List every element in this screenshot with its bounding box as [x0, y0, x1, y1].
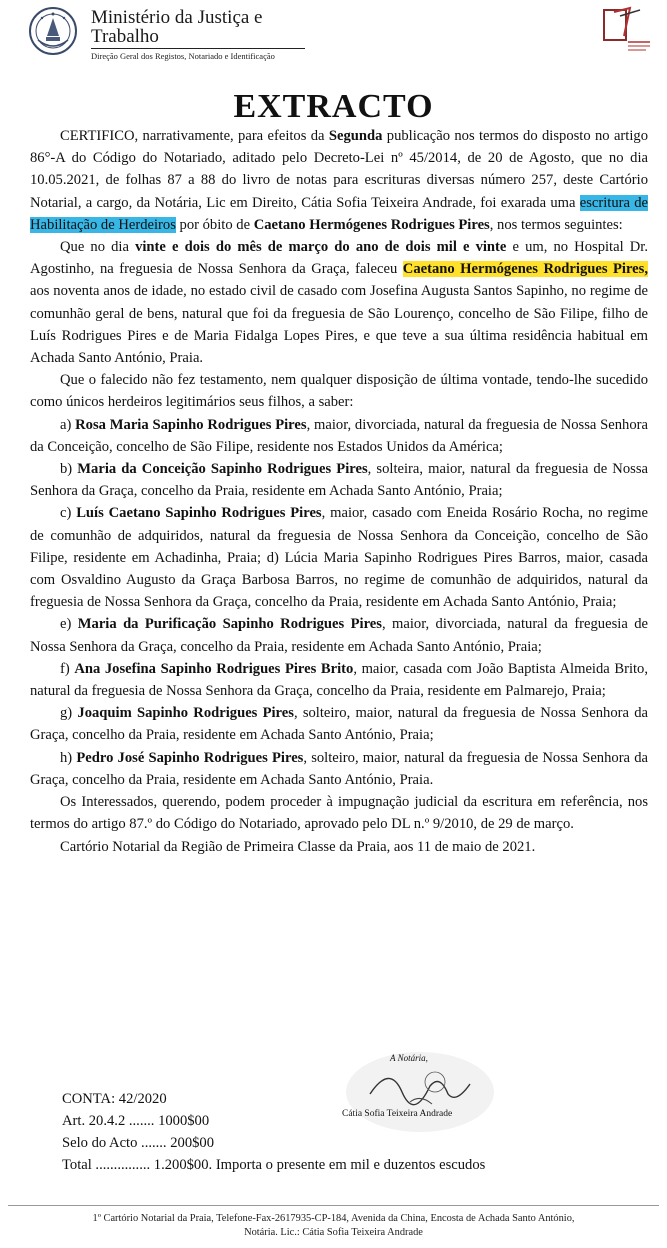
heir-prefix: c) — [60, 505, 77, 522]
p2-text-a: Que no dia — [60, 239, 136, 256]
p1-text-c: publicação nos termos do disposto no artigo 86°-A do Código do Notariado, aditado pelo Decreto-Lei nº 45/2014, de 20 de Agosto, que no dia 10.05.2021, de folhas 87 a 88 do livro de notas para escrituras diversas número 257, deste Cartório Notarial, a cargo, da Notária, Lic em Direito, Cátia Sofia Teixeira Andrade, foi exarada uma — [30, 128, 648, 211]
footer-divider — [8, 1205, 659, 1206]
p2-text-e: aos noventa anos de idade, no estado civil de casado com Josefina Augusta Santos Sapinho, no regime de comunhão geral de bens, natural que foi da freguesia de São Lourenço, concelho de São Filipe, filho de Luís Rodrigues Pires e de Maria Fidalga Lopes Pires, e que teve a sua última residência habitual em Achada Santo António, Praia. — [30, 283, 648, 367]
fee-total: Total ............... 1.200$00. Importa o presente em mil e duzentos escudos — [62, 1157, 486, 1173]
heirs-intro-paragraph: Que o falecido não fez testamento, nem qualquer disposição de última vontade, tendo-lhe sucedido como únicos herdeiros legitimários seus filhos, a saber: — [30, 372, 648, 411]
heir-details: , solteira, maior, natural da freguesia de Nossa Senhora da Graça, concelho da Praia, residente em Achada Santo António, Praia; — [30, 461, 648, 500]
heir-details: , solteiro, maior, natural da freguesia de Nossa Senhora da Graça, concelho da Praia, residente em Achada Santo António, Praia. — [30, 749, 648, 788]
deceased-name: Caetano Hermógenes Rodrigues Pires — [253, 216, 490, 233]
footer-address: 1º Cartório Notarial da Praia, Telefone-Fax-2617935-CP-184, Avenida da China, Encosta de Achada Santo António, — [92, 1213, 575, 1224]
death-date: vinte e dois do mês de março do ano de dois mil e vinte — [135, 239, 507, 256]
heir-name: Pedro José Sapinho Rodrigues Pires — [76, 749, 304, 766]
heir-item — [30, 613, 648, 657]
deceased-name-highlight: Caetano Hermógenes Rodrigues Pires, — [402, 261, 648, 278]
cape-verde-coat-of-arms-icon — [28, 6, 78, 56]
notary-name: Cátia Sofia Teixeira Andrade — [342, 1109, 453, 1119]
certification-paragraph — [30, 125, 648, 236]
heir-details: , maior, casado com Eneida Rosário Rocha, no regime de comunhão de adquiridos, natural da freguesia de Nossa Senhora da Conceição, concelho de São Filipe, residente em Achadinha, Praia; d) Lúcia Maria Sapinho Rodrigues Pires Barros, maior, casada com Osvaldino Augusto da Graça Barbosa Barros, no regime de comunhão de adquiridos, natural da freguesia de Nossa Senhora da Graça, concelho da Praia, residente em Achada Santo António, Praia; — [30, 505, 648, 611]
heir-item — [30, 414, 648, 458]
heir-details: , maior, divorciada, natural da freguesia de Nossa Senhora da Conceição, concelho de São Filipe, residente nos Estados Unidos da América; — [30, 416, 648, 455]
heir-details: , solteiro, maior, natural da freguesia de Nossa Senhora da Graça, concelho da Praia, residente em Achada Santo António, Praia; — [30, 705, 648, 744]
p1-text-a: CERTIFICO, narrativamente, para efeitos da — [60, 128, 329, 144]
heir-prefix: f) — [60, 660, 75, 677]
ministry-line-1: Ministério da Justiça e — [91, 7, 263, 28]
p2-text-c: e um, no Hospital Dr. Agostinho, na freguesia de Nossa Senhora da Graça, faleceu — [30, 239, 648, 278]
heir-name: Maria da Conceição Sapinho Rodrigues Pires — [77, 461, 368, 478]
heir-prefix: g) — [60, 705, 78, 722]
document-header — [0, 0, 667, 72]
heir-item — [30, 502, 648, 613]
heir-prefix: a) — [60, 416, 76, 433]
ministry-name — [91, 8, 263, 46]
fee-article: Art. 20.4.2 ....... 1000$00 — [62, 1113, 210, 1129]
death-paragraph — [30, 236, 648, 369]
footer-notary: Notária. Lic.: Cátia Sofia Teixeira Andrade — [244, 1227, 423, 1238]
fee-stamp: Selo do Acto ....... 200$00 — [62, 1135, 215, 1151]
heir-prefix: h) — [60, 749, 77, 766]
fees-block — [62, 1088, 485, 1176]
p1-publication-ordinal: Segunda — [328, 128, 383, 144]
heir-prefix: e) — [60, 616, 78, 633]
document-title: EXTRACTO — [233, 88, 434, 125]
heir-name: Ana Josefina Sapinho Rodrigues Pires Brito — [74, 660, 354, 677]
place-date-paragraph: Cartório Notarial da Região de Primeira Classe da Praia, aos 11 de maio de 2021. — [60, 838, 536, 855]
document-footer — [0, 1212, 667, 1240]
registos-notariado-logo-icon — [600, 6, 652, 56]
document-body — [30, 125, 648, 858]
heir-item — [30, 458, 648, 502]
heir-details: , maior, casada com João Baptista Almeida Brito, natural da freguesia de Nossa Senhora da Graça, concelho da Praia, residente em Palmarejo, Praia; — [30, 660, 649, 700]
heir-details: , maior, divorciada, natural da freguesia de Nossa Senhora da Graça, concelho da Praia, residente em Achada Santo António, Praia; — [30, 616, 648, 655]
heir-name: Rosa Maria Sapinho Rodrigues Pires — [75, 416, 307, 433]
ministry-line-2: Trabalho — [91, 26, 159, 47]
header-divider — [91, 48, 305, 49]
heir-item — [30, 747, 648, 791]
heir-prefix: b) — [60, 461, 78, 478]
heir-name: Luís Caetano Sapinho Rodrigues Pires — [76, 505, 322, 522]
deed-type-highlight: escritura de Habilitação de Herdeiros — [30, 194, 649, 233]
heir-item — [30, 702, 648, 746]
signature-label: A Notária, — [390, 1053, 428, 1063]
p1-text-g: , nos termos seguintes: — [489, 216, 623, 233]
heir-name: Maria da Purificação Sapinho Rodrigues Pires — [77, 616, 382, 633]
impugnation-paragraph: Os Interessados, querendo, podem proceder à impugnação judicial da escritura em referência, nos termos do artigo 87.º do Código do Notariado, aprovado pelo DL n.º 9/2010, de 29 de março. — [30, 794, 648, 833]
conta-number: CONTA: 42/2020 — [62, 1091, 167, 1107]
heir-item — [30, 658, 648, 702]
heir-name: Joaquim Sapinho Rodrigues Pires — [77, 705, 294, 722]
p1-text-e: por óbito de — [175, 216, 254, 233]
directorate-subtitle: Direção Geral dos Registos, Notariado e Identificação — [91, 51, 275, 61]
